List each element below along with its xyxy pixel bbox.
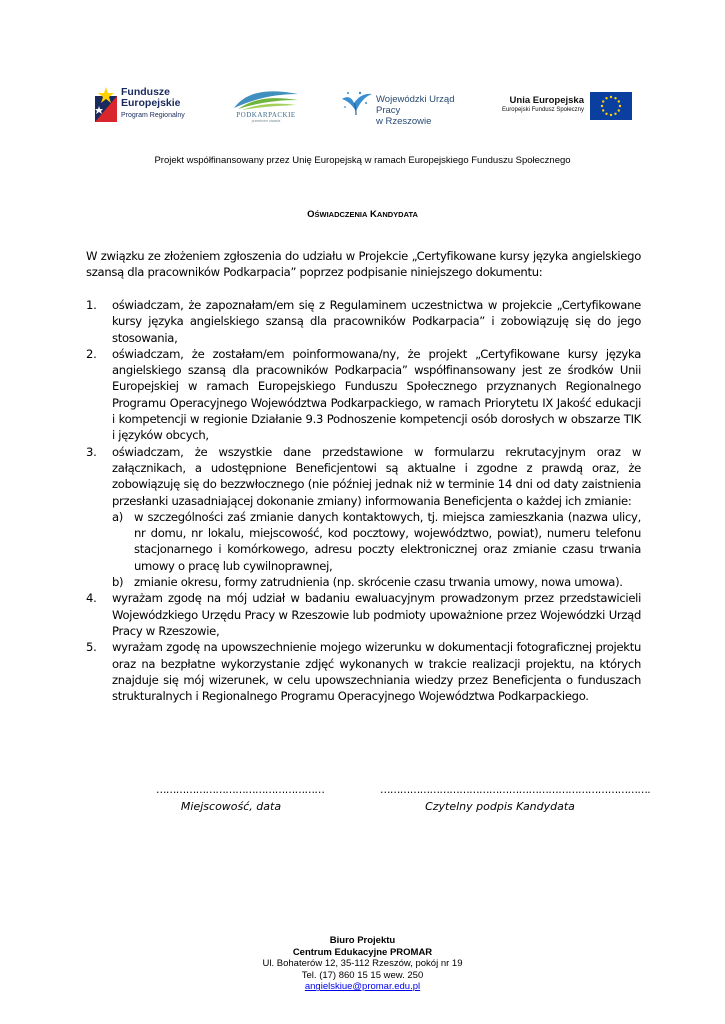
declaration-item bbox=[86, 444, 641, 591]
fe-logo-line3: Program Regionalny bbox=[121, 112, 185, 119]
podkarpackie-hills-icon bbox=[232, 88, 300, 110]
declaration-subitem bbox=[112, 574, 641, 590]
wup-logo-line1: Wojewódzki Urząd Pracy bbox=[376, 94, 455, 116]
signature-dots-left: …………………………………………… bbox=[156, 784, 325, 796]
footer-contact bbox=[0, 935, 725, 993]
declaration-item bbox=[86, 346, 641, 444]
title-initial-o: O bbox=[307, 209, 315, 220]
unia-europejska-logo bbox=[492, 80, 632, 128]
cofinancing-note: Projekt współfinansowany przez Unię Europejską w ramach Europejskiego Funduszu Społecznego bbox=[154, 155, 571, 166]
wup-bird-icon bbox=[340, 89, 374, 117]
item-text: oświadczam, że wszystkie dane przedstawione w formularzu rekrutacyjnym oraz w załącznikach, a udostępnione Beneficjentowi są aktualne i zgodne z prawdą oraz, że zobowiązuję się do bezzwłocznego (nie później jednak niż w terminie 14 dni od daty zaistnienia przesłanki uzasadniającej dokonanie zmiany) informowania Beneficjenta o każdej ich zmianie: bbox=[112, 444, 641, 508]
intro-paragraph: W związku ze złożeniem zgłoszenia do udziału w Projekcie „Certyfikowane kursy języka angielskiego szansą dla pracowników Podkarpacia” poprzez podpisanie niniejszego dokumentu: bbox=[86, 249, 641, 280]
item-text: oświadczam, że zapoznałam/em się z Regulaminem uczestnictwa w projekcie „Certyfikowane kursy języka angielskiego szansą dla pracowników Podkarpacia” i zobowiązuję się do jego stosowania, bbox=[112, 298, 641, 345]
fe-logo-line1: Fundusze bbox=[121, 86, 170, 98]
candidate-signature-label: Czytelny podpis Kandydata bbox=[425, 800, 575, 813]
podkarpackie-tagline: przestrzeń otwarta bbox=[251, 119, 281, 123]
place-date-label: Miejscowość, data bbox=[180, 800, 282, 813]
subitem-label: b) bbox=[112, 575, 124, 590]
declaration-subitem bbox=[112, 509, 641, 574]
candidate-signature-field[interactable] bbox=[380, 784, 651, 813]
item-text: oświadczam, że zostałam/em poinformowana/ny, że projekt „Certyfikowane kursy języka angielskiego szansą dla pracowników Podkarpacia” współfinansowany jest ze środków Unii Europejskiej w ramach Europejskiego Funduszu Społecznego przyznanych Regionalnego Programu Operacyjnego Województwa Podkarpackiego, w ramach Priorytetu IX Jakość edukacji i kompetencji w regionie Działanie 9.3 Podnoszenie kompetencji osób dorosłych w obszarze TIK i języków obcych, bbox=[112, 346, 641, 443]
item-text: wyrażam zgodę na mój udział w badaniu ewaluacyjnym prowadzonym przez przedstawicieli Wojewódzkiego Urzędu Pracy w Rzeszowie lub podmioty upoważnione przez Wojewódzki Urząd Pracy w Rzeszowie, bbox=[112, 591, 641, 638]
declaration-item bbox=[86, 590, 641, 639]
podkarpackie-logo bbox=[226, 80, 306, 128]
fundusze-europejskie-logo bbox=[93, 80, 193, 128]
fundusze-europejskie-star-icon bbox=[93, 86, 119, 124]
item-text: wyrażam zgodę na upowszechnienie mojego wizerunku w dokumentacji fotograficznej projektu oraz na bezpłatne wykorzystanie zdjęć wykonanych w trakcie realizacji projektu, na których znajduje się mój wizerunek, w celu upowszechniania wiedzy przez Beneficjenta o funduszach strukturalnych i Regionalnego Programu Operacyjnego Województwa Podkarpackiego. bbox=[112, 640, 641, 704]
ue-logo-line2: Europejski Fundusz Społeczny bbox=[501, 107, 584, 113]
fe-logo-line2: Europejskie bbox=[121, 97, 181, 109]
subitem-label: a) bbox=[112, 509, 124, 524]
place-date-signature-field[interactable] bbox=[156, 784, 325, 813]
signature-dots-right: ………………………………………………………………………. bbox=[380, 784, 651, 796]
subitem-text: w szczególności zaś zmianie danych kontaktowych, tj. miejsca zamieszkania (nazwa ulicy, nr domu, nr lokalu, miejscowość, kod pocztowy, województwo, powiat), numeru telefonu stacjonarnego i komórkowego, adresu poczty elektronicznej oraz zmianie czasu trwania umowy o pracę lub cywilnoprawnej, bbox=[134, 509, 641, 573]
item-number: 4. bbox=[86, 591, 97, 606]
page-title bbox=[0, 209, 725, 220]
item-number: 1. bbox=[86, 298, 97, 312]
declaration-list bbox=[86, 297, 641, 704]
item-number: 3. bbox=[86, 444, 97, 459]
footer-address: Ul. Bohaterów 12, 35-112 Rzeszów, pokój nr 19 bbox=[262, 958, 463, 970]
logo-bar bbox=[0, 80, 725, 128]
declaration-item bbox=[86, 639, 641, 704]
item-number: 5. bbox=[86, 640, 97, 655]
podkarpackie-name: PODKARPACKIE bbox=[236, 111, 296, 119]
title-rest-2: ANDYDATA bbox=[376, 210, 418, 219]
wup-rzeszow-logo bbox=[340, 80, 480, 128]
footer-phone: Tel. (17) 860 15 15 wew. 250 bbox=[301, 969, 424, 981]
subitem-text: zmianie okresu, formy zatrudnienia (np. skrócenie czasu trwania umowy, nowa umowa). bbox=[134, 575, 623, 590]
eu-flag-icon bbox=[590, 92, 632, 120]
item-number: 2. bbox=[86, 346, 97, 361]
ue-logo-line1: Unia Europejska bbox=[509, 95, 584, 106]
declaration-item bbox=[86, 297, 641, 346]
footer-email-link[interactable]: angielskiue@promar.edu.pl bbox=[304, 981, 421, 993]
wup-logo-line2: w Rzeszowie bbox=[376, 116, 432, 127]
footer-organization: Centrum Edukacyjne PROMAR bbox=[292, 946, 433, 958]
title-initial-k: K bbox=[370, 209, 377, 220]
footer-office-title: Biuro Projektu bbox=[329, 935, 396, 946]
title-rest-1: ŚWIADCZENIA bbox=[314, 210, 368, 219]
